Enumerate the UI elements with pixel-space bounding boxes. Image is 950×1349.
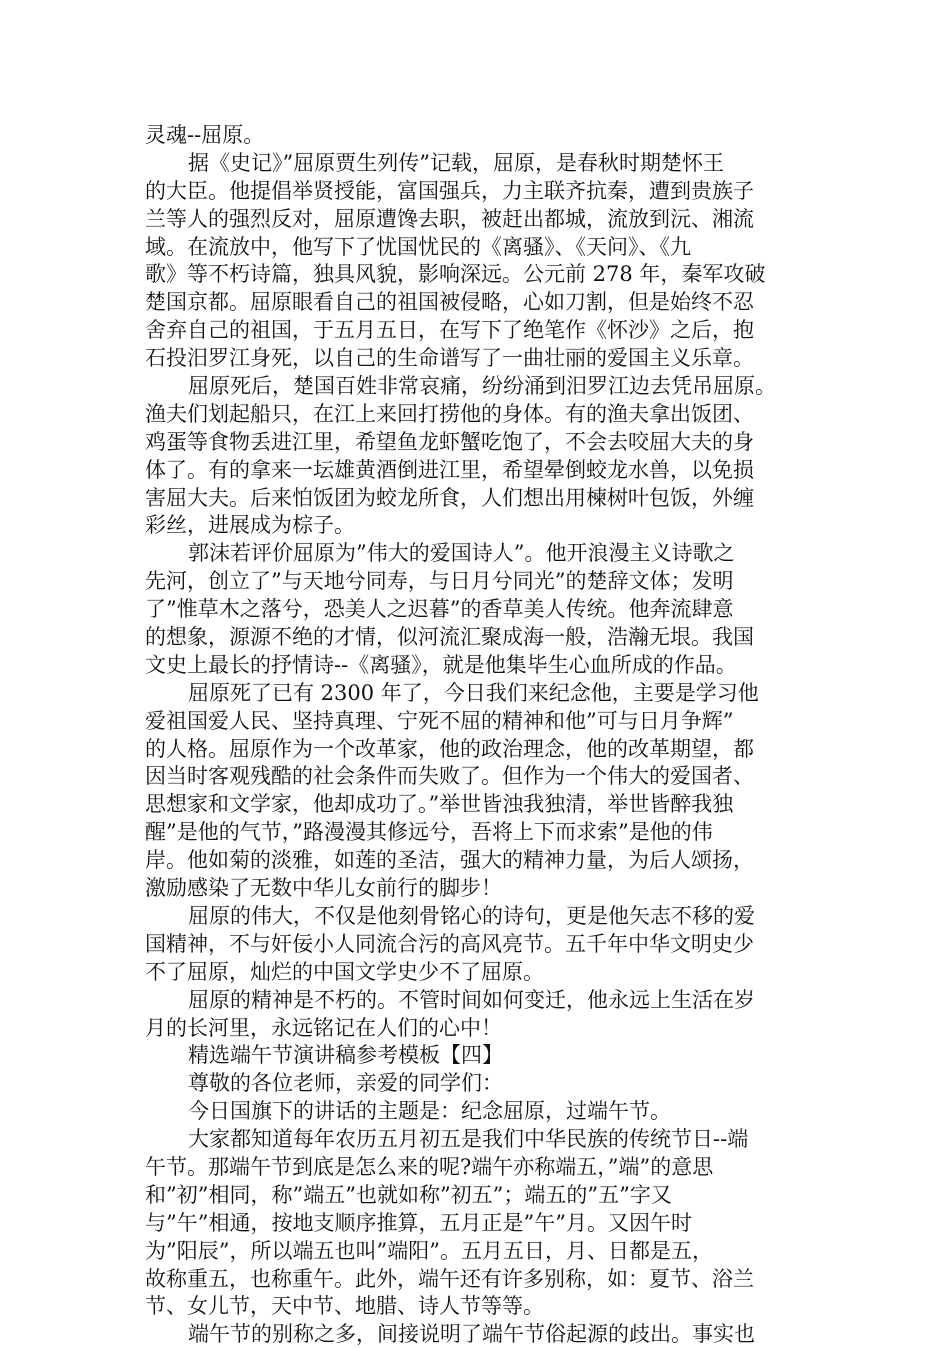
text-line: 域。在流放中，他写下了忧国忧民的《离骚》、《天问》、《九	[145, 234, 691, 259]
text-line: 兰等人的强烈反对，屈原遭馋去职，被赶出都城，流放到沅、湘流	[145, 206, 754, 231]
text-line: 了”惟草木之落兮，恐美人之迟暮”的香草美人传统。他奔流肆意	[145, 597, 734, 622]
text-line: 思想家和文学家，他却成功了。”举世皆浊我独清，举世皆醉我独	[145, 792, 734, 817]
text-line: 舍弃自己的祖国，于五月五日，在写下了绝笔作《怀沙》之后，抱	[145, 318, 754, 343]
text-line: 故称重五，也称重午。此外，端午还有许多别称，如：夏节、浴兰	[145, 1266, 754, 1291]
text-line: 和”初”相同，称”端五”也就如称”初五”；端五的”五”字又	[145, 1182, 672, 1207]
text-line: 国精神，不与奸佞小人同流合污的高风亮节。五千年中华文明史少	[145, 931, 754, 956]
text-line: 今日国旗下的讲话的主题是：纪念屈原，过端午节。	[188, 1099, 671, 1124]
text-line: 不了屈原，灿烂的中国文学史少不了屈原。	[145, 959, 544, 984]
text-line: 与”午”相通，按地支顺序推算，五月正是”午”月。又因午时	[145, 1210, 692, 1235]
text-line: 先河，创立了”与天地兮同寿，与日月兮同光”的楚辞文体；发明	[145, 569, 734, 594]
text-line: 因当时客观残酷的社会条件而失败了。但作为一个伟大的爱国者、	[145, 764, 754, 789]
text-line: 的想象，源源不绝的才情，似河流汇聚成海一般，浩瀚无垠。我国	[145, 625, 754, 650]
text-line: 害屈大夫。后来怕饭团为蛟龙所食，人们想出用楝树叶包饭，外缠	[145, 485, 754, 510]
text-line: 精选端午节演讲稿参考模板【四】	[188, 1043, 503, 1068]
text-line: 屈原的精神是不朽的。不管时间如何变迁，他永远上生活在岁	[188, 987, 755, 1012]
text-line: 端午节的别称之多，间接说明了端午节俗起源的歧出。事实也	[188, 1322, 755, 1347]
text-line: 鸡蛋等食物丢进江里，希望鱼龙虾蟹吃饱了，不会去咬屈大夫的身	[145, 429, 754, 454]
document-body	[145, 122, 807, 1349]
text-line: 屈原死了已有 2300 年了，今日我们来纪念他，主要是学习他	[188, 680, 759, 705]
text-line: 歌》等不朽诗篇，独具风貌，影响深远。公元前 278 年，秦军攻破	[145, 262, 766, 287]
text-line: 郭沫若评价屈原为”伟大的爱国诗人”。他开浪漫主义诗歌之	[188, 541, 735, 566]
text-line: 文史上最长的抒情诗--《离骚》，就是他集毕生心血所成的作品。	[145, 652, 737, 677]
text-line: 石投汨罗江身死，以自己的生命谱写了一曲壮丽的爱国主义乐章。	[145, 346, 754, 371]
text-line: 爱祖国爱人民、坚持真理、宁死不屈的精神和他”可与日月争辉”	[145, 708, 734, 733]
text-line: 岸。他如菊的淡雅，如莲的圣洁，强大的精神力量，为后人颂扬，	[145, 848, 754, 873]
text-line: 楚国京都。屈原眼看自己的祖国被侵略，心如刀割，但是始终不忍	[145, 290, 754, 315]
text-line: 月的长河里，永远铭记在人们的心中！	[145, 1015, 502, 1040]
text-line: 大家都知道每年农历五月初五是我们中华民族的传统节日--端	[188, 1127, 749, 1152]
text-line: 醒”是他的气节，”路漫漫其修远兮，吾将上下而求索”是他的伟	[145, 820, 713, 845]
text-line: 屈原死后，楚国百姓非常哀痛，纷纷涌到汨罗江边去凭吊屈原。	[188, 374, 776, 399]
text-line: 尊敬的各位老师，亲爱的同学们：	[188, 1071, 503, 1096]
text-line: 节、女儿节，天中节、地腊、诗人节等等。	[145, 1294, 544, 1319]
text-line: 的人格。屈原作为一个改革家，他的政治理念，他的改革期望，都	[145, 736, 754, 761]
text-line: 为”阳辰”，所以端五也叫”端阳”。五月五日，月、日都是五，	[145, 1238, 713, 1263]
text-line: 的大臣。他提倡举贤授能，富国强兵，力主联齐抗秦，遭到贵族子	[145, 178, 754, 203]
text-line: 渔夫们划起船只，在江上来回打捞他的身体。有的渔夫拿出饭团、	[145, 401, 754, 426]
text-line: 灵魂--屈原。	[145, 123, 265, 147]
text-line: 彩丝，进展成为棕子。	[145, 513, 355, 538]
text-line: 午节。那端午节到底是怎么来的呢?端午亦称端五，”端”的意思	[145, 1154, 714, 1179]
text-line: 激励感染了无数中华儿女前行的脚步！	[145, 876, 502, 901]
text-line: 体了。有的拿来一坛雄黄酒倒进江里，希望晕倒蛟龙水兽，以免损	[145, 457, 754, 482]
text-line: 屈原的伟大，不仅是他刻骨铭心的诗句，更是他矢志不移的爱	[188, 903, 755, 928]
text-line: 据《史记》”屈原贾生列传”记载，屈原，是春秋时期楚怀王	[188, 150, 724, 175]
